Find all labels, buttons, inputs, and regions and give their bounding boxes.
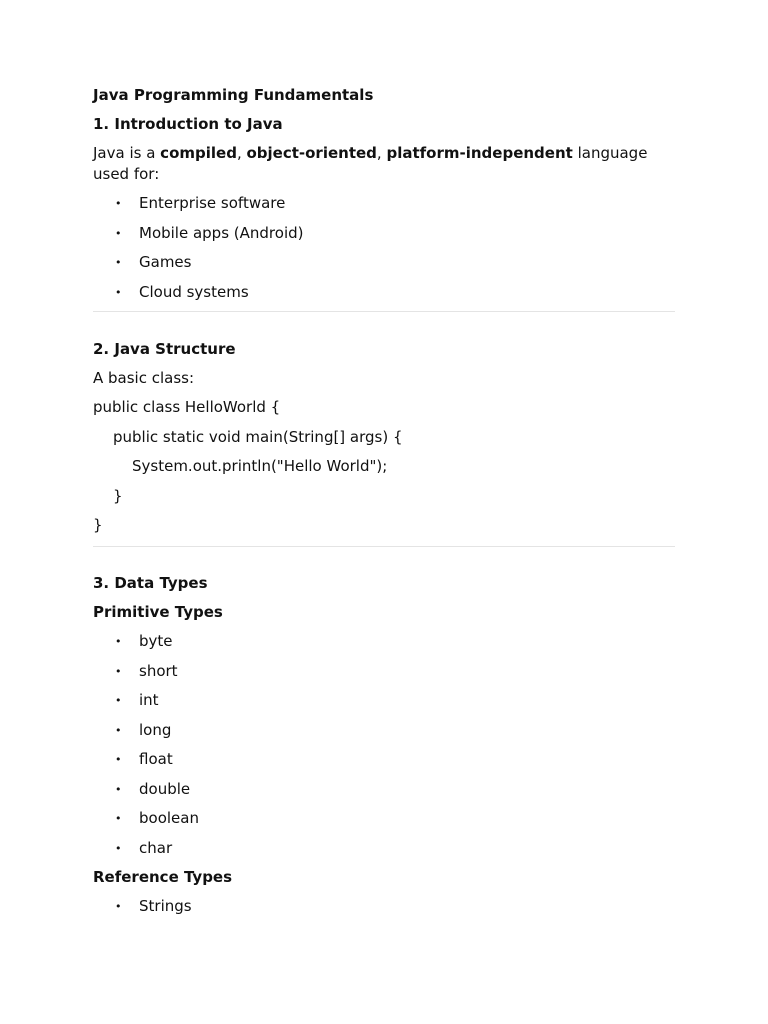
- intro-separator: ,: [376, 144, 387, 162]
- term-object-oriented: object-oriented: [246, 144, 377, 162]
- list-item: [93, 193, 675, 214]
- list-item-text: short: [139, 661, 178, 680]
- list-item-text: char: [139, 838, 173, 857]
- list-item: [93, 838, 675, 859]
- list-item-text: byte: [139, 632, 173, 650]
- section-divider: [93, 546, 675, 547]
- uses-list: [93, 193, 675, 303]
- reference-types-list: [93, 896, 675, 917]
- list-item-text: Mobile apps (Android): [139, 223, 304, 242]
- document-body: [93, 85, 675, 926]
- bullet-icon: •: [115, 812, 122, 825]
- code-line: public static void main(String[] args) {: [113, 427, 403, 446]
- bullet-icon: •: [115, 723, 122, 737]
- term-compiled: compiled: [160, 144, 237, 162]
- code-line: }: [113, 486, 123, 505]
- list-item: [93, 252, 675, 273]
- list-item-text: double: [139, 779, 191, 798]
- list-item-text: Enterprise software: [139, 194, 286, 212]
- bullet-icon: •: [115, 782, 122, 796]
- bullet-icon: •: [115, 694, 122, 707]
- list-item: [93, 896, 675, 917]
- bullet-icon: •: [115, 197, 122, 210]
- list-item: [93, 720, 675, 741]
- code-line: }: [93, 516, 103, 534]
- section-heading-structure: 2. Java Structure: [93, 340, 236, 358]
- bullet-icon: •: [115, 226, 122, 240]
- list-item: [93, 223, 675, 244]
- list-item: [93, 779, 675, 800]
- list-item: [93, 661, 675, 682]
- bullet-icon: •: [115, 635, 122, 648]
- list-item-text: Cloud systems: [139, 282, 249, 301]
- section-heading-introduction: 1. Introduction to Java: [93, 115, 283, 133]
- bullet-icon: •: [115, 664, 122, 678]
- section-divider: [93, 311, 675, 312]
- structure-intro: A basic class:: [93, 369, 195, 387]
- list-item-text: boolean: [139, 809, 199, 827]
- list-item: [93, 282, 675, 303]
- subheading-primitive-types: Primitive Types: [93, 603, 223, 621]
- bullet-icon: •: [115, 753, 122, 766]
- intro-paragraph: [93, 143, 675, 185]
- list-item-text: int: [139, 691, 159, 709]
- bullet-icon: •: [115, 256, 122, 269]
- section-heading-data-types: 3. Data Types: [93, 574, 208, 592]
- intro-separator: ,: [236, 144, 247, 162]
- bullet-icon: •: [115, 900, 122, 913]
- term-platform-independent: platform-independent: [386, 144, 573, 162]
- list-item: [93, 631, 675, 652]
- code-line: System.out.println("Hello World");: [132, 457, 388, 475]
- intro-prefix: Java is a: [93, 144, 161, 162]
- list-item: [93, 749, 675, 770]
- list-item: [93, 690, 675, 711]
- document-title: Java Programming Fundamentals: [93, 86, 374, 104]
- subheading-reference-types: Reference Types: [93, 868, 233, 886]
- list-item-text: float: [139, 750, 173, 768]
- list-item: [93, 808, 675, 829]
- code-line: public class HelloWorld {: [93, 398, 281, 416]
- list-item-text: long: [139, 720, 172, 739]
- code-block: [93, 397, 675, 536]
- primitive-types-list: [93, 631, 675, 859]
- list-item-text: Games: [139, 253, 192, 271]
- bullet-icon: •: [115, 841, 122, 855]
- bullet-icon: •: [115, 285, 122, 299]
- list-item-text: Strings: [139, 897, 192, 915]
- intro-suffix: language used for:: [93, 144, 648, 183]
